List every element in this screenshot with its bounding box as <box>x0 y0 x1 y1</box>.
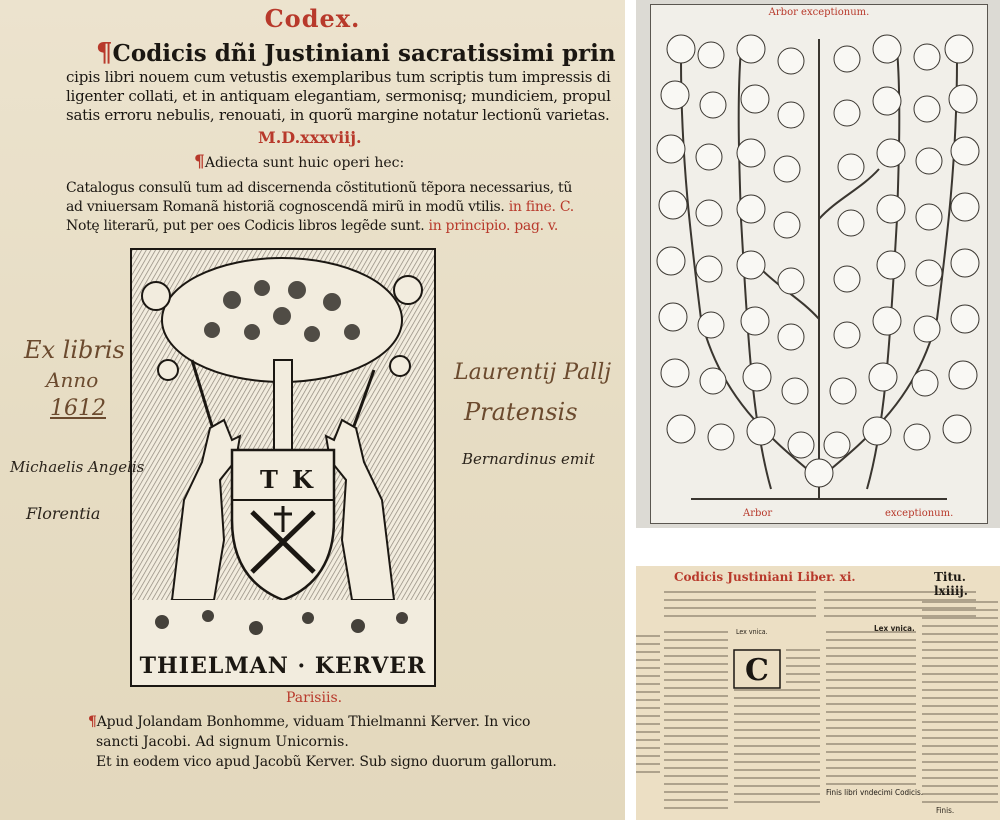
tree-footer-right: exceptionum. <box>885 508 954 519</box>
tree-page <box>650 4 988 524</box>
pilcrow-mark-icon: ¶ <box>194 152 205 172</box>
unicorns-tree-shield-icon <box>132 250 434 650</box>
adiecta-line: ¶Adiecta sunt huic operi hec: <box>194 152 405 172</box>
lex-unica-2: Lex vnica. <box>874 624 915 633</box>
tree-footer-left: Arbor <box>743 508 773 519</box>
ms-right-owner: Laurentij Pallj <box>454 360 612 385</box>
imprint-line-3: Et in eodem vico apud Jacobũ Kerver. Sub signo duorum gallorum. <box>96 754 557 770</box>
ms-anno: Anno <box>46 368 99 392</box>
heading-line-3: ligenter collati, et in antiquam elegantiam, sermonisq; mundiciem, propul <box>66 87 611 105</box>
imprint-city: Parisiis. <box>286 690 343 706</box>
publication-year: M.D.xxxviij. <box>258 128 362 147</box>
ms-right-purchase: Bernardinus emit <box>462 450 595 468</box>
text-page-header: Codicis Justiniani Liber. xi. <box>674 570 856 584</box>
svg-text:K: K <box>292 465 313 494</box>
catalogue-line-1: Catalogus consulũ tum ad discernenda cõstitutionũ tẽpora necessarius, tũ <box>66 180 573 196</box>
catalogue-note-red: in fine. C. <box>508 199 574 215</box>
catalogue-line-3: Notę literarũ, put per oes Codicis libros legẽde sunt. in principio. pag. v. <box>66 218 559 234</box>
catalogue-page-red: in principio. pag. v. <box>428 218 559 234</box>
heading-line-1: ¶Codicis dñi Justiniani sacratissimi prin <box>96 38 616 68</box>
text-page-titulus: Titu. lxiiij. <box>934 570 968 598</box>
printer-device-woodcut <box>130 248 436 687</box>
svg-text:C: C <box>745 653 769 688</box>
pilcrow-mark-icon: ¶ <box>96 38 113 68</box>
ms-ex-libris: Ex libris <box>24 336 125 364</box>
printer-name-banner: THIELMAN · KERVER <box>139 653 427 679</box>
ms-place: Florentia <box>26 504 101 523</box>
imprint-line-1: ¶Apud Jolandam Bonhomme, viduam Thielmanni Kerver. In vico <box>88 714 531 730</box>
ms-year: 1612 <box>50 396 106 421</box>
tree-header: Arbor exceptionum. <box>768 7 870 18</box>
text-page-panel <box>636 566 1000 820</box>
heading-line-2: cipis libri nouem cum vetustis exemplaribus tum scriptis tum impressis di <box>66 68 611 86</box>
finis-end: Finis. <box>936 806 955 815</box>
gloss-text-texture-icon <box>636 566 1000 820</box>
svg-text:T: T <box>260 465 278 494</box>
imprint-line-2: sancti Jacobi. Ad signum Unicornis. <box>96 734 349 750</box>
finis-libri: Finis libri vndecimi Codicis. <box>826 788 924 797</box>
tree-diagram-panel <box>636 0 1000 528</box>
pilcrow-mark-icon: ¶ <box>88 714 97 730</box>
book-title: Codex. <box>264 4 361 33</box>
catalogue-line-2: ad vniuersam Romanã historiã cognoscendã mirũ in modũ vtilis. in fine. C. <box>66 199 574 215</box>
tree-of-exceptions-icon <box>651 19 987 519</box>
ms-owner-name: Michaelis Angelis <box>10 458 145 476</box>
ms-right-place: Pratensis <box>464 398 578 426</box>
heading-line-4: satis erroru nebulis, renouati, in quorũ margine notatur lectionũ varietas. <box>66 106 610 124</box>
lex-unica-1: Lex vnica. <box>736 628 768 636</box>
